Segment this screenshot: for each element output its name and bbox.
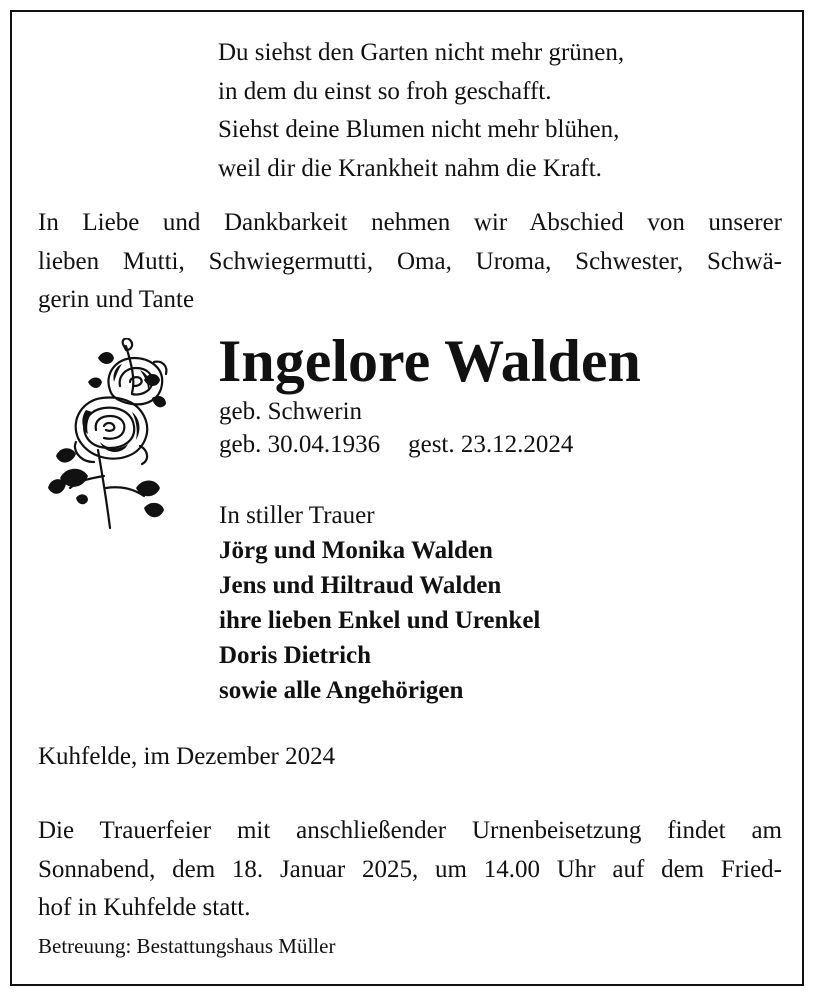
mourner-name: Doris Dietrich	[219, 642, 372, 669]
poem-line: Du siehst den Garten nicht mehr grünen,	[218, 39, 625, 66]
funeral-line: Sonnabend, dem 18. Januar 2025, um 14.00 Uhr auf dem Fried-	[38, 855, 782, 883]
funeral-line: hof in Kuhfelde statt.	[38, 894, 251, 921]
poem	[218, 34, 624, 188]
mourners-block	[219, 498, 540, 708]
funeral-home-credit: Betreuung: Bestattungshaus Müller	[38, 934, 336, 958]
funeral-info	[38, 812, 782, 928]
death-date: gest. 23.12.2024	[408, 431, 574, 458]
birth-name: geb. Schwerin	[219, 398, 363, 425]
poem-line: weil dir die Krankheit nahm die Kraft.	[218, 154, 602, 182]
intro-line: gerin und Tante	[38, 286, 195, 313]
mourner-name: Jörg und Monika Walden	[219, 537, 493, 564]
intro-line: lieben Mutti, Schwiegermutti, Oma, Uroma, Schwester, Schwä-	[38, 247, 782, 275]
mourner-name: Jens und Hiltraud Walden	[219, 572, 502, 599]
rose-icon	[40, 338, 190, 538]
funeral-line: Die Trauerfeier mit anschließender Urnenbeisetzung findet am	[38, 817, 782, 844]
birth-date: geb. 30.04.1936	[219, 431, 381, 458]
poem-line: in dem du einst so froh geschafft.	[218, 77, 552, 105]
farewell-intro	[38, 204, 782, 320]
poem-line: Siehst deine Blumen nicht mehr blühen,	[218, 116, 620, 143]
mourner-name: sowie alle Angehörigen	[219, 677, 464, 704]
life-dates	[219, 429, 573, 461]
deceased-name: Ingelore Walden	[218, 328, 641, 394]
mourner-name: ihre lieben Enkel und Urenkel	[219, 607, 541, 634]
place-and-date: Kuhfelde, im Dezember 2024	[38, 743, 336, 770]
intro-line: In Liebe und Dankbarkeit nehmen wir Abschied von unserer	[38, 209, 782, 236]
mourners-heading: In stiller Trauer	[219, 502, 375, 529]
